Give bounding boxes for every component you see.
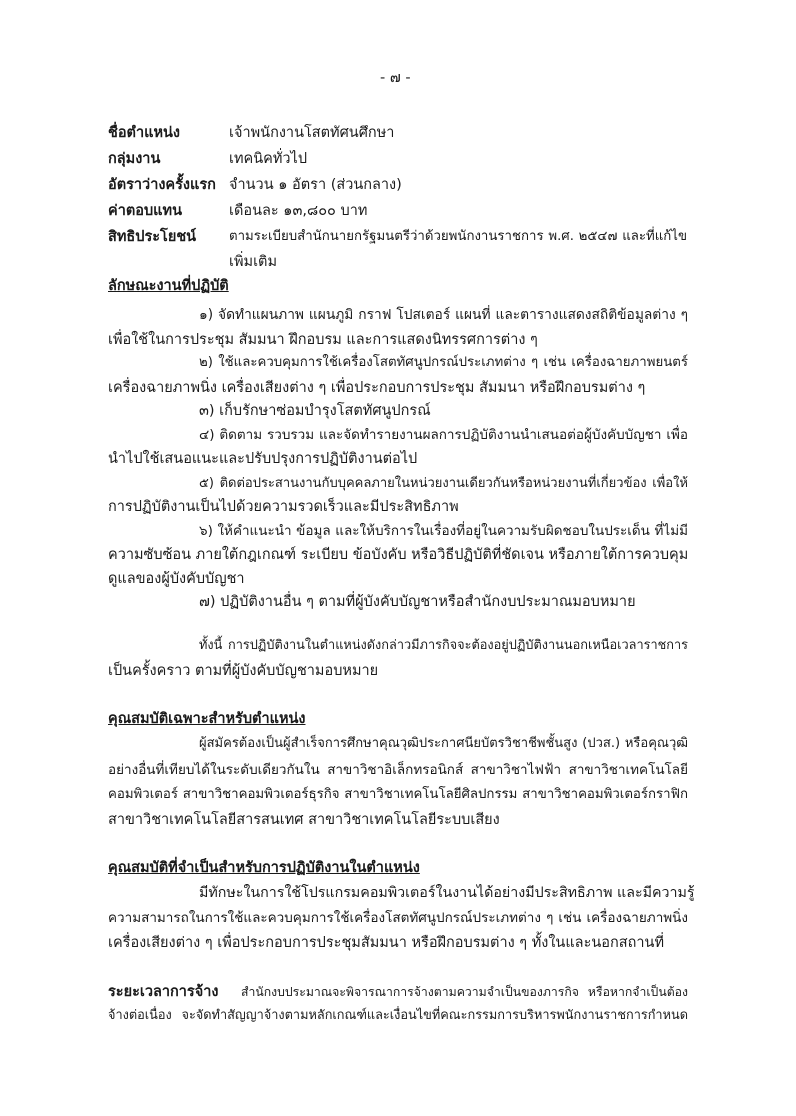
skills-heading: คุณสมบัติที่จำเป็นสำหรับการปฏิบัติงานในตำแหน่ง <box>108 860 420 876</box>
work-group-label: กลุ่มงาน <box>108 151 161 167</box>
duty-line: ๕) ติดต่อประสานงานกับบุคคลภายในหน่วยงานเดียวกันหรือหน่วยงานที่เกี่ยวข้อง เพื่อให้ <box>199 476 688 491</box>
position-title-label: ชื่อตำแหน่ง <box>108 125 181 141</box>
duty-line: ๓) เก็บรักษาซ่อมบำรุงโสตทัศนูปกรณ์ <box>199 403 431 419</box>
duty-line: เพื่อใช้ในการประชุม สัมมนา ฝึกอบรม และการแสดงนิทรรศการต่าง ๆ <box>108 332 538 348</box>
skill-line: เครื่องเสียงต่าง ๆ เพื่อประกอบการประชุมสัมมนา หรือฝึกอบรมต่าง ๆ ทั้งในและนอกสถานที่ <box>108 935 664 951</box>
duty-line: เครื่องฉายภาพนิ่ง เครื่องเสียงต่าง ๆ เพื่อประกอบการประชุม สัมมนา หรือฝึกอบรมต่าง ๆ <box>108 380 646 396</box>
duty-line: ๗) ปฏิบัติงานอื่น ๆ ตามที่ผู้บังคับบัญชาหรือสำนักงบประมาณมอบหมาย <box>199 594 636 610</box>
duty-line: ๔) ติดตาม รวบรวม และจัดทำรายงานผลการปฏิบัติงานนำเสนอต่อผู้บังคับบัญชา เพื่อ <box>199 427 688 443</box>
duty-line: ๑) จัดทำแผนภาพ แผนภูมิ กราฟ โปสเตอร์ แผนที่ และตารางแสดงสถิติข้อมูลต่าง ๆ <box>199 307 688 323</box>
pay-value: เดือนละ ๑๓,๘๐๐ บาท <box>229 203 368 219</box>
benefit-value-line-1: ตามระเบียบสำนักนายกรัฐมนตรีว่าด้วยพนักงานราชการ พ.ศ. ๒๕๔๗ และที่แก้ไข <box>229 229 687 244</box>
employment-label: ระยะเวลาการจ้าง <box>108 984 219 1000</box>
duty-line: การปฏิบัติงานเป็นไปด้วยความรวดเร็วและมีประสิทธิภาพ <box>108 499 459 515</box>
skill-line: ความสามารถในการใช้และควบคุมการใช้เครื่องโสตทัศนูปกรณ์ประเภทต่าง ๆ เช่น เครื่องฉายภาพนิ่ง <box>108 910 688 926</box>
duty-line: ๒) ใช้และควบคุมการใช้เครื่องโสตทัศนูปกรณ์ประเภทต่าง ๆ เช่น เครื่องฉายภาพยนตร์ <box>199 355 688 370</box>
qualification-line: ผู้สมัครต้องเป็นผู้สำเร็จการศึกษาคุณวุฒิประกาศนียบัตรวิชาชีพชั้นสูง (ปวส.) หรือคุณวุฒิ <box>199 736 688 751</box>
duty-line: ความซับซ้อน ภายใต้กฎเกณฑ์ ระเบียบ ข้อบังคับ หรือวิธีปฏิบัติที่ชัดเจน หรือภายใต้การควบคุม <box>108 547 689 563</box>
qualifications-heading: คุณสมบัติเฉพาะสำหรับตำแหน่ง <box>108 711 306 727</box>
pay-label: ค่าตอบแทน <box>108 203 182 219</box>
duty-line: นำไปใช้เสนอแนะและปรับปรุงการปฏิบัติงานต่อไป <box>108 451 418 467</box>
duties-note-line-1: ทั้งนี้ การปฏิบัติงานในตำแหน่งดังกล่าวมีภารกิจจะต้องอยู่ปฏิบัติงานนอกเหนือเวลาราชการ <box>199 638 688 653</box>
qualification-line: อย่างอื่นที่เทียบได้ในระดับเดียวกันใน สาขาวิชาอิเล็กทรอนิกส์ สาขาวิชาไฟฟ้า สาขาวิชาเทคโนโลยี <box>108 762 688 778</box>
qualification-line: สาขาวิชาเทคโนโลยีสารสนเทศ สาขาวิชาเทคโนโลยีระบบเสียง <box>108 812 500 828</box>
position-title-value: เจ้าพนักงานโสตทัศนศึกษา <box>229 125 395 141</box>
qualification-line: คอมพิวเตอร์ สาขาวิชาคอมพิวเตอร์ธุรกิจ สาขาวิชาเทคโนโลยีศิลปกรรม สาขาวิชาคอมพิวเตอร์กราฟิก <box>108 787 688 802</box>
skill-line: มีทักษะในการใช้โปรแกรมคอมพิวเตอร์ในงานได้อย่างมีประสิทธิภาพ และมีความรู้ <box>199 885 695 901</box>
page-number: - ๗ - <box>380 70 411 86</box>
benefit-value-line-2: เพิ่มเติม <box>229 254 278 270</box>
benefit-label: สิทธิประโยชน์ <box>108 229 197 245</box>
duty-line: ดูแลของผู้บังคับบัญชา <box>108 571 245 587</box>
employment-text-line-2: จ้างต่อเนื่อง จะจัดทำสัญญาจ้างตามหลักเกณฑ์และเงื่อนไขที่คณะกรรมการบริหารพนักงานราชการกำหนด <box>108 1008 688 1023</box>
duty-line: ๖) ให้คำแนะนำ ข้อมูล และให้บริการในเรื่องที่อยู่ในความรับผิดชอบในประเด็น ที่ไม่มี <box>199 523 688 539</box>
vacancy-value: จำนวน ๑ อัตรา (ส่วนกลาง) <box>229 177 402 193</box>
employment-text-line-1: สำนักงบประมาณจะพิจารณาการจ้างตามความจำเป็นของภารกิจ หรือหากจำเป็นต้อง <box>241 985 688 999</box>
work-group-value: เทคนิคทั่วไป <box>229 151 308 167</box>
duties-heading: ลักษณะงานที่ปฏิบัติ <box>108 278 229 294</box>
vacancy-label: อัตราว่างครั้งแรก <box>108 177 216 193</box>
duties-note-line-2: เป็นครั้งคราว ตามที่ผู้บังคับบัญชามอบหมาย <box>108 663 379 679</box>
